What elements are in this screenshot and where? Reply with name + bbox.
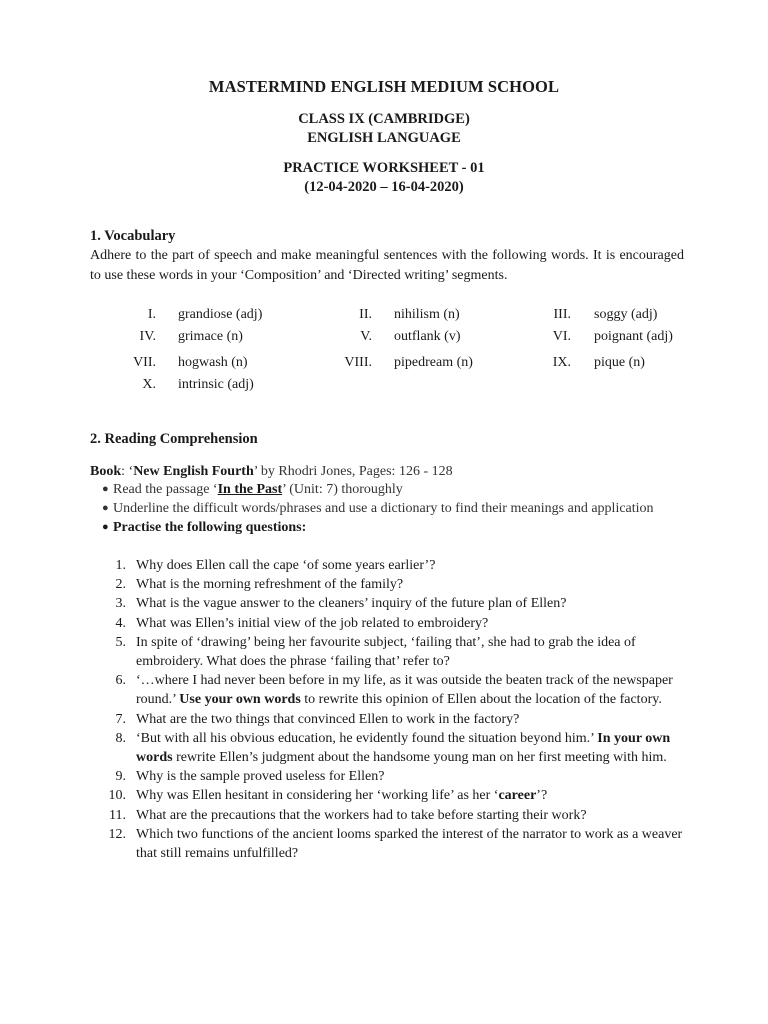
worksheet-header bbox=[0, 76, 768, 196]
vocab-row bbox=[90, 377, 690, 399]
vocab-numeral: IX. bbox=[552, 355, 571, 370]
vocab-numeral: V. bbox=[360, 329, 372, 344]
vocabulary-word-list bbox=[90, 307, 690, 399]
question-item: 10. Why was Ellen hesitant in considering her ‘working life’ as her ‘career’? bbox=[108, 788, 548, 804]
bullet-dot-icon: ● bbox=[102, 521, 109, 533]
book-details: ’ by Rhodri Jones, Pages: 126 - 128 bbox=[253, 464, 453, 479]
book-title: New English Fourth bbox=[133, 464, 254, 479]
vocab-word: soggy (adj) bbox=[594, 307, 658, 322]
vocab-numeral: VIII. bbox=[344, 355, 372, 370]
vocab-word: nihilism (n) bbox=[394, 307, 460, 322]
question-item: 12. Which two functions of the ancient looms sparked the interest of the narrator to work as a weaver that still remains unfulfilled? bbox=[108, 826, 683, 862]
vocabulary-title: 1. Vocabulary bbox=[90, 228, 176, 244]
book-reference bbox=[90, 462, 453, 482]
vocab-word: grimace (n) bbox=[178, 329, 243, 344]
vocab-word: pipedream (n) bbox=[394, 355, 473, 370]
vocab-row bbox=[90, 307, 690, 329]
vocabulary-section bbox=[90, 226, 684, 286]
question-item: 5. In spite of ‘drawing’ being her favourite subject, ‘failing that’, she had to grab the idea of embroidery. What does the phrase ‘failing that’ refer to? bbox=[115, 634, 636, 670]
bullet-item: ● Underline the difficult words/phrases and use a dictionary to find their meanings and application bbox=[102, 501, 654, 516]
instruction-bullets bbox=[90, 480, 660, 537]
reading-section bbox=[90, 429, 690, 449]
vocab-numeral: III. bbox=[553, 307, 571, 322]
vocab-numeral: X. bbox=[142, 377, 156, 392]
question-item: 8. ‘But with all his obvious education, he evidently found the situation beyond him.’ In your own words rewrite Ellen’s judgment about the handsome young man on her first meeting with him. bbox=[115, 730, 671, 766]
subject-name: ENGLISH LANGUAGE bbox=[307, 129, 461, 146]
vocab-word: hogwash (n) bbox=[178, 355, 248, 370]
book-separator: : ‘ bbox=[121, 464, 134, 479]
question-list bbox=[108, 556, 687, 863]
bullet-dot-icon: ● bbox=[102, 483, 109, 495]
vocab-numeral: VII. bbox=[133, 355, 156, 370]
bullet-item: ● Practise the following questions: bbox=[102, 520, 307, 535]
book-label: Book bbox=[90, 464, 122, 479]
vocab-word: grandiose (adj) bbox=[178, 307, 263, 322]
bullet-dot-icon: ● bbox=[102, 502, 109, 514]
vocab-numeral: IV. bbox=[139, 329, 156, 344]
vocab-word: pique (n) bbox=[594, 355, 645, 370]
question-item: 1. Why does Ellen call the cape ‘of some years earlier’? bbox=[115, 558, 436, 573]
worksheet-dates: (12-04-2020 – 16-04-2020) bbox=[304, 178, 464, 195]
question-item: 7. What are the two things that convinced Ellen to work in the factory? bbox=[115, 711, 520, 727]
worksheet-title: PRACTICE WORKSHEET - 01 bbox=[283, 160, 485, 176]
question-item: 11. What are the precautions that the workers had to take before starting their work? bbox=[109, 807, 587, 823]
vocab-row bbox=[90, 355, 690, 377]
vocab-word: intrinsic (adj) bbox=[178, 377, 254, 392]
question-item: 2. What is the morning refreshment of the family? bbox=[115, 577, 404, 593]
vocabulary-instructions: Adhere to the part of speech and make meaningful sentences with the following words. It is encouraged to use these words in your ‘Composition’ and ‘Directed writing’ segments. bbox=[90, 248, 684, 283]
vocab-numeral: I. bbox=[147, 307, 156, 322]
class-name: CLASS IX (CAMBRIDGE) bbox=[298, 111, 470, 127]
vocab-word: outflank (v) bbox=[394, 329, 461, 344]
question-item: 9. Why is the sample proved useless for Ellen? bbox=[115, 769, 385, 785]
school-name: MASTERMIND ENGLISH MEDIUM SCHOOL bbox=[208, 77, 560, 96]
bullet-item: ● Read the passage ‘In the Past’ (Unit: 7) thoroughly bbox=[102, 482, 403, 497]
question-item: 6. ‘…where I had never been before in my life, as it was outside the beaten track of the newspaper round.’ Use your own words to rewrite this opinion of Ellen about the location of the factory. bbox=[115, 673, 673, 708]
question-item: 4. What was Ellen’s initial view of the job related to embroidery? bbox=[115, 615, 489, 631]
vocab-numeral: VI. bbox=[552, 329, 571, 344]
reading-title: 2. Reading Comprehension bbox=[90, 431, 258, 447]
vocab-word: poignant (adj) bbox=[594, 329, 673, 344]
vocab-row bbox=[90, 329, 690, 351]
passage-title: In the Past bbox=[217, 482, 283, 497]
question-item: 3. What is the vague answer to the cleaners’ inquiry of the future plan of Ellen? bbox=[115, 596, 567, 612]
vocab-numeral: II. bbox=[359, 307, 372, 322]
